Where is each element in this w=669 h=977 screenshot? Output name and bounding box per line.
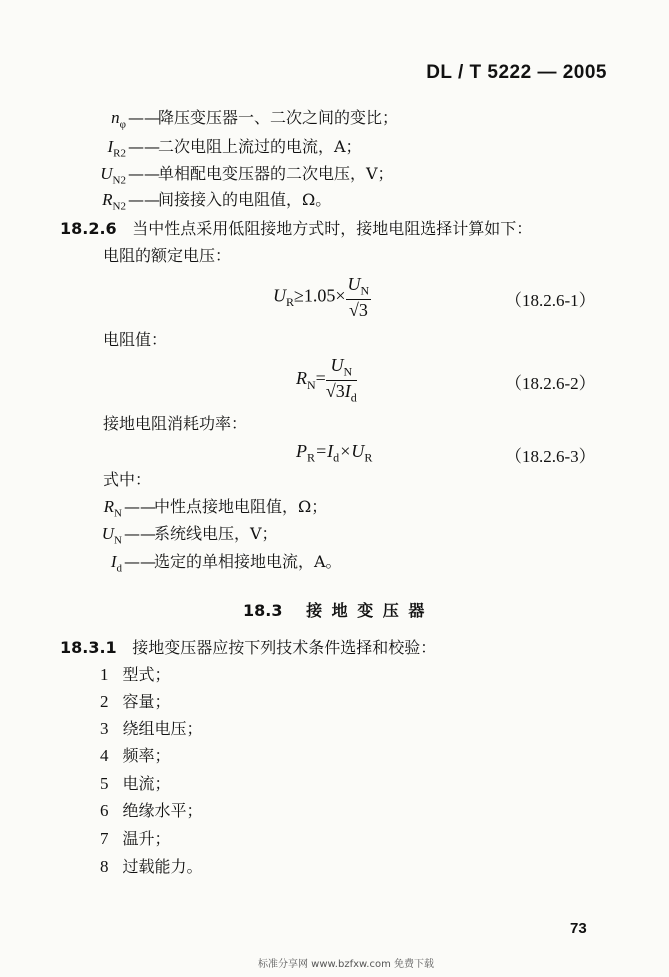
formula-fraction bbox=[346, 274, 372, 321]
list-item bbox=[100, 719, 203, 739]
formula-rhs-sub: d bbox=[333, 450, 340, 465]
fraction-numerator: U bbox=[347, 274, 361, 294]
definition-symbol: $R_N$ bbox=[103, 497, 122, 520]
equation-number: （18.2.6-2） bbox=[505, 374, 596, 393]
list-item-number: 1 bbox=[100, 665, 109, 684]
rated-voltage-label: 电阻的额定电压： bbox=[103, 246, 232, 265]
clause-text: 当中性点采用低阻接地方式时，接地电阻选择计算如下： bbox=[132, 219, 533, 238]
list-item bbox=[100, 746, 171, 766]
fraction-numerator: U bbox=[330, 355, 344, 375]
equation-number: （18.2.6-3） bbox=[505, 447, 596, 466]
fraction-numerator-sub: N bbox=[360, 283, 370, 298]
definition-text: 中性点接地电阻值，Ω； bbox=[154, 497, 328, 516]
formula-operator: ≥1.05× bbox=[294, 285, 346, 306]
formula-lhs: R bbox=[296, 368, 307, 389]
definition-dash: —— bbox=[128, 190, 160, 209]
footer-watermark: 标准分享网 www.bzfxw.com 免费下载 bbox=[258, 959, 434, 970]
section-number: 18.3 bbox=[243, 601, 283, 620]
list-item-number: 8 bbox=[100, 857, 109, 876]
where-label: 式中： bbox=[103, 470, 152, 489]
fraction-denominator-root: √3 bbox=[325, 380, 345, 401]
formula-18-2-6-2 bbox=[296, 355, 357, 405]
list-item bbox=[100, 692, 171, 712]
fraction-denominator: √3 bbox=[348, 299, 368, 320]
section-heading-18-3 bbox=[243, 598, 426, 621]
fraction-denominator-sub: d bbox=[350, 390, 357, 405]
definition-dash: —— bbox=[124, 552, 156, 571]
list-item-number: 3 bbox=[100, 719, 109, 738]
list-item-text: 容量； bbox=[122, 692, 171, 711]
clause-number: 18.2.6 bbox=[60, 219, 117, 238]
definition-text: 选定的单相接地电流，A。 bbox=[154, 552, 342, 571]
list-item-text: 温升； bbox=[122, 829, 171, 848]
definition-symbol: $I_{R2}$ bbox=[107, 137, 126, 160]
definition-symbol: $I_d$ bbox=[110, 552, 122, 575]
formula-rhs: =I bbox=[315, 441, 334, 461]
definition-dash: —— bbox=[128, 108, 160, 127]
list-item bbox=[100, 857, 203, 877]
definition-symbol: $U_{N2}$ bbox=[100, 164, 126, 187]
formula-18-2-6-1 bbox=[273, 274, 371, 321]
list-item bbox=[100, 829, 171, 849]
formula-lhs: P bbox=[296, 441, 307, 461]
formula-lhs-sub: R bbox=[307, 450, 316, 465]
definition-symbol: $U_N$ bbox=[101, 524, 122, 547]
list-item-text: 绝缘水平； bbox=[122, 801, 203, 820]
list-item bbox=[100, 665, 171, 685]
formula-18-2-6-3 bbox=[296, 441, 372, 466]
formula-rhs-mid: ×U bbox=[339, 441, 365, 461]
list-item bbox=[100, 801, 203, 821]
list-item bbox=[100, 774, 171, 794]
equation-number: （18.2.6-1） bbox=[505, 291, 596, 310]
definition-symbol: $n_\varphi$ bbox=[111, 108, 126, 131]
power-label: 接地电阻消耗功率： bbox=[103, 414, 248, 433]
list-item-number: 7 bbox=[100, 829, 109, 848]
list-item-text: 电流； bbox=[122, 774, 171, 793]
resistance-label: 电阻值： bbox=[103, 330, 168, 349]
definition-dash: —— bbox=[128, 164, 160, 183]
fraction-denominator-var: I bbox=[344, 380, 351, 401]
formula-lhs: U bbox=[273, 285, 286, 306]
clause-number: 18.3.1 bbox=[60, 638, 117, 657]
clause-18-3-1 bbox=[60, 638, 436, 658]
formula-operator: = bbox=[315, 368, 326, 389]
definition-symbol: $R_{N2}$ bbox=[102, 190, 126, 213]
definition-dash: —— bbox=[124, 497, 156, 516]
list-item-number: 2 bbox=[100, 692, 109, 711]
clause-18-2-6 bbox=[60, 219, 532, 239]
definition-text: 降压变压器一、二次之间的变比； bbox=[158, 108, 399, 127]
list-item-text: 频率； bbox=[122, 746, 171, 765]
page-number: 73 bbox=[570, 920, 587, 937]
definition-dash: —— bbox=[128, 137, 160, 156]
list-item-text: 绕组电压； bbox=[122, 719, 203, 738]
formula-lhs-sub: R bbox=[286, 295, 295, 310]
definition-dash: —— bbox=[124, 524, 156, 543]
definition-text: 系统线电压，V； bbox=[154, 524, 278, 543]
list-item-text: 型式； bbox=[122, 665, 171, 684]
formula-lhs-sub: N bbox=[307, 377, 316, 392]
section-title: 接 地 变 压 器 bbox=[306, 601, 427, 620]
definition-text: 二次电阻上流过的电流，A； bbox=[158, 137, 362, 156]
formula-rhs-sub: R bbox=[364, 450, 373, 465]
list-item-text: 过载能力。 bbox=[122, 857, 203, 876]
list-item-number: 6 bbox=[100, 801, 109, 820]
clause-text: 接地变压器应按下列技术条件选择和校验： bbox=[132, 638, 437, 657]
document-code-header: DL / T 5222 — 2005 bbox=[426, 62, 607, 83]
list-item-number: 4 bbox=[100, 746, 109, 765]
definition-text: 间接接入的电阻值，Ω。 bbox=[158, 190, 332, 209]
definition-text: 单相配电变压器的二次电压，V； bbox=[158, 164, 394, 183]
formula-fraction bbox=[326, 355, 357, 405]
fraction-numerator-sub: N bbox=[343, 364, 353, 379]
list-item-number: 5 bbox=[100, 774, 109, 793]
